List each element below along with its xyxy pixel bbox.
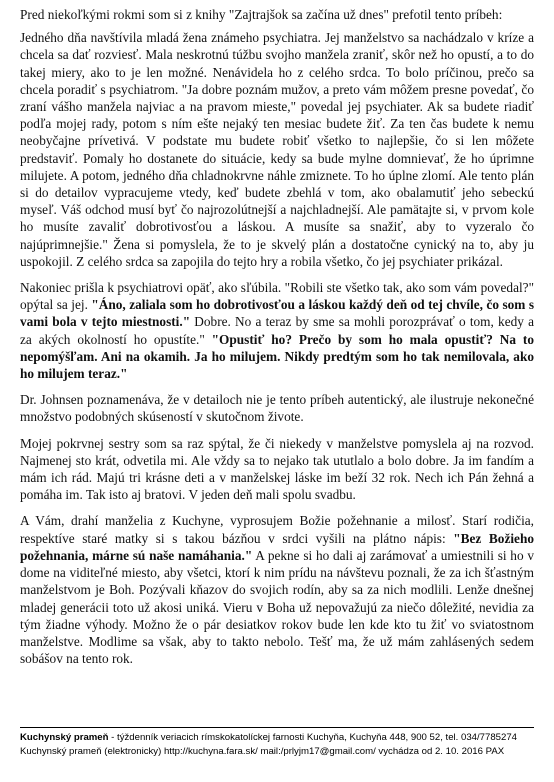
dialogue-text: Nakoniec prišla k psychiatrovi opäť, ako sľúbila. "Robili ste všetko tak, ako som vám povedal?" opýtal sa jej. xyxy=(20,280,534,313)
dialogue-emphasis: "Opustiť ho? Prečo by som ho mala opustiť? Na to nepomýšľam. Ani na okamih. Ja ho milujem. Nikdy predtým som ho tak nemilovala, ako ho milujem teraz." xyxy=(20,331,534,382)
sister-paragraph: Mojej pokrvnej sestry som sa raz spýtal, že či niekedy v manželstve pomyslela aj na rozvod. Najmenej sto krát, odvetila mi. Ale vždy sa to nejako tak ututlalo a bolo dobre. Ja im fandím a mám ich rád. Majú tri krásne deti a v manželskej láske im beží 32 rok. Nech ich Pán žehná a pomáha im. Tak isto aj bratovi. V jeden deň mali spolu svadbu. xyxy=(20,435,534,503)
dialogue-paragraph xyxy=(20,279,534,382)
intro-paragraph: Pred niekoľkými rokmi som si z knihy "Zajtrajšok sa začína už dnes" prefotil tento príbeh: xyxy=(20,7,503,22)
article xyxy=(20,6,534,676)
footer-title: Kuchynský prameň xyxy=(20,732,109,743)
footer-details: - týždenník veriacich rímskokatolíckej farnosti Kuchyňa, Kuchyňa 448, 900 52, tel. 034/7785274 xyxy=(108,732,518,743)
dialogue-emphasis: "Áno, zaliala som ho dobrotivosťou a láskou každý deň od tej chvíle, čo som s vami bola v tejto miestnosti." xyxy=(20,297,535,330)
dialogue-text: Dobre. No a teraz by sme sa mohli porozprávať o tom, kedy a za akých okolností ho opustíte." xyxy=(20,314,534,347)
blessing-text: A pekne si ho dali aj zarámovať a umiestnili si ho v dome na viditeľné miesto, aby všetci, ktorí k nim prídu na návštevu poznali, že za ich šťastným manželstvom je Boh. Pozývali kňazov do svojich rodín, aby sa za nich modlili. Lenže dnešnej mladej generácii toto už akosi uniká. Vieru v Boha už nepovažujú za niečo dôležité, nevidia za tým žiadne výhody. Možno že o pár desiatkov rokov bude len kde kto tu žiť vo sviatostnom manželstve. Modlime sa však, aby to takto nebolo. Tešť ma, že už mám zahlásených sedem sobášov na tento rok. xyxy=(20,547,534,667)
footer xyxy=(20,727,534,759)
note-paragraph: Dr. Johnsen poznamenáva, že v detailoch nie je tento príbeh autentický, ale ilustruje nekonečné množstvo podobných skúseností v skutočnom živote. xyxy=(20,392,534,425)
footer-line-publisher xyxy=(20,731,534,745)
blessing-paragraph xyxy=(20,512,534,667)
blessing-text: A Vám, drahí manželia z Kuchyne, vyprosujem Božie požehnanie a milosť. Starí rodičia, respektíve staré matky si s takou bázňou v srdci vyšili na plátno nápis: xyxy=(20,513,534,546)
story-paragraph: Jedného dňa navštívila mladá žena známeho psychiatra. Jej manželstvo sa nachádzalo v kríze a chcela sa dať rozviesť. Mala neskrotnú túžbu svojho manžela zraniť, skôr než ho opustí, a to do takej miery, ako to je len možné. Nenávidela ho z celého srdca. To bolo príčinou, prečo sa chcela poradiť s psychiatrom. "Ja dobre poznám mužov, a preto vám môžem presne povedať, čo zraní vášho manžela najviac a na pravom mieste," povedal jej psychiater. Ak sa budete riadiť podľa mojej rady, potom s ním ešte nejaký ten mesiac budete žiť. Za ten čas budete k nemu neobyčajne prívetivá. V podstate mu budete robiť všetko to najlepšie, čo si len môžete predstaviť. Pomaly ho dostanete do situácie, kedy sa bude mylne domnievať, že ho úprimne milujete. A potom, jedného dňa chladnokrvne náhle zmiznete. To ho úplne zlomí. Ale tento plán si do detailov vypracujeme vtedy, keď budete zbehlá v tom, ako obalamutiť jeho sebeckú myseľ. Váš odchod musí byť čo najrozolútnejší a najchladnejší. Ale pamätajte si, v prvom kole ho musíte zavaliť dobrotivosťou a láskou. A musíte sa snažiť, aby to vyzeralo čo najúprimnejšie." Žena si pomyslela, že to je skvelý plán a dostatočne cynický na to, aby ju uspokojil. Z celého srdca sa zapojila do tejto hry a robila všetko, čo jej psychiater prikázal. xyxy=(20,30,534,269)
blessing-quote: "Bez Božieho požehnania, márne sú naše namáhania." xyxy=(20,530,534,563)
footer-line-electronic: Kuchynský prameň (elektronicky) http://kuchyna.fara.sk/ mail:/prlyjm17@gmail.com/ vychádza od 2. 10. 2016 PAX xyxy=(20,746,505,757)
